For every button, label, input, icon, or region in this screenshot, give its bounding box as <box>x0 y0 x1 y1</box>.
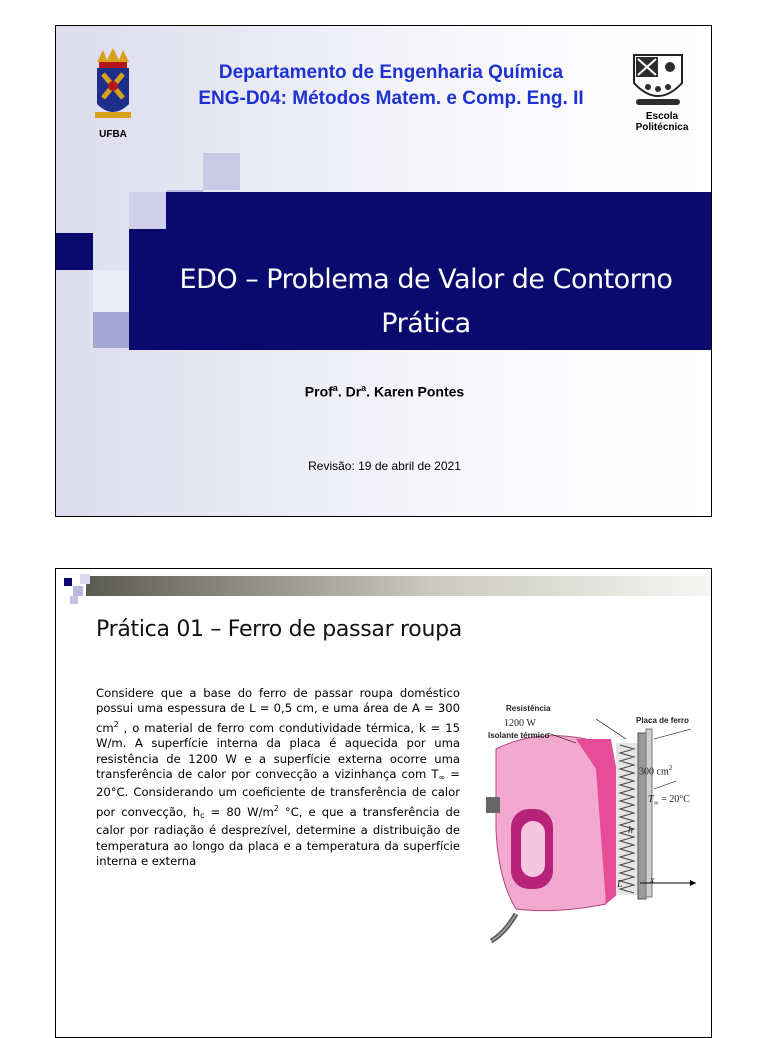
label-area: 300 $cm^2$ <box>639 764 673 778</box>
decor-square <box>70 596 78 604</box>
decor-square <box>73 586 83 596</box>
decor-square <box>56 233 93 270</box>
dept-line1: Departamento de Engenharia Química <box>218 62 564 83</box>
label-x: x <box>650 875 655 886</box>
problem-text: Considere que a base do ferro de passar roupa doméstico possui uma espessura de L = 0,5 cm, e uma área de A = 300 $cm^2$ , o material de ferro com condutividade térmica, k = 15 W/m. A superfície interna da placa é aquecida por uma resistência de 1200 W e a superfície externa ocorre uma transferência de calor por convecção a vizinhança com $T_\infty = 20^\circ C$. Considerando um coeficiente de transferência de calor por convecção, $h_c = 80$ $W/m^2$ °C, e que a transferência de calor por radiação é desprezível, determine a distribuição de temperatura ao longo da placa e a temperatura da superfície interna e externa <box>96 686 461 869</box>
decor-square <box>203 153 240 190</box>
decor-square <box>64 578 72 586</box>
label-h: h <box>628 825 633 836</box>
label-power: 1200 W <box>504 718 536 729</box>
ufba-crest-icon <box>93 48 133 130</box>
author: Prof$^a$. Dr$^a$. Karen Pontes <box>304 383 465 400</box>
label-resistencia: Resistência <box>506 704 551 713</box>
practice-slide <box>55 568 712 1038</box>
slide-title <box>146 258 706 346</box>
title-line2: Prática <box>381 308 471 339</box>
title-slide <box>55 25 712 517</box>
escola-politecnica-shield-icon <box>632 53 684 109</box>
label-isolante: Isolante térmico <box>488 731 550 740</box>
dept-line2: ENG-D04: Métodos Matem. e Comp. Eng. II <box>198 88 584 109</box>
title-line1: EDO – Problema de Valor de Contorno <box>179 264 673 295</box>
label-tinf: $T_\infty = 20^\circ C$ <box>648 794 690 807</box>
department-header <box>156 60 626 112</box>
decor-square <box>93 312 129 348</box>
header-bar <box>86 576 712 596</box>
escola-label: Escola Politécnica <box>635 111 689 133</box>
iron-diagram <box>476 709 711 949</box>
decor-square <box>80 574 90 584</box>
decor-square <box>93 270 129 312</box>
label-L: L <box>617 879 623 890</box>
revision-date: Revisão: 19 de abril de 2021 <box>308 459 461 473</box>
slide-title: Prática 01 – Ferro de passar roupa <box>96 617 462 642</box>
decor-square <box>129 192 166 229</box>
ufba-label: UFBA <box>99 129 127 140</box>
label-placa: Placa de ferro <box>636 716 689 725</box>
